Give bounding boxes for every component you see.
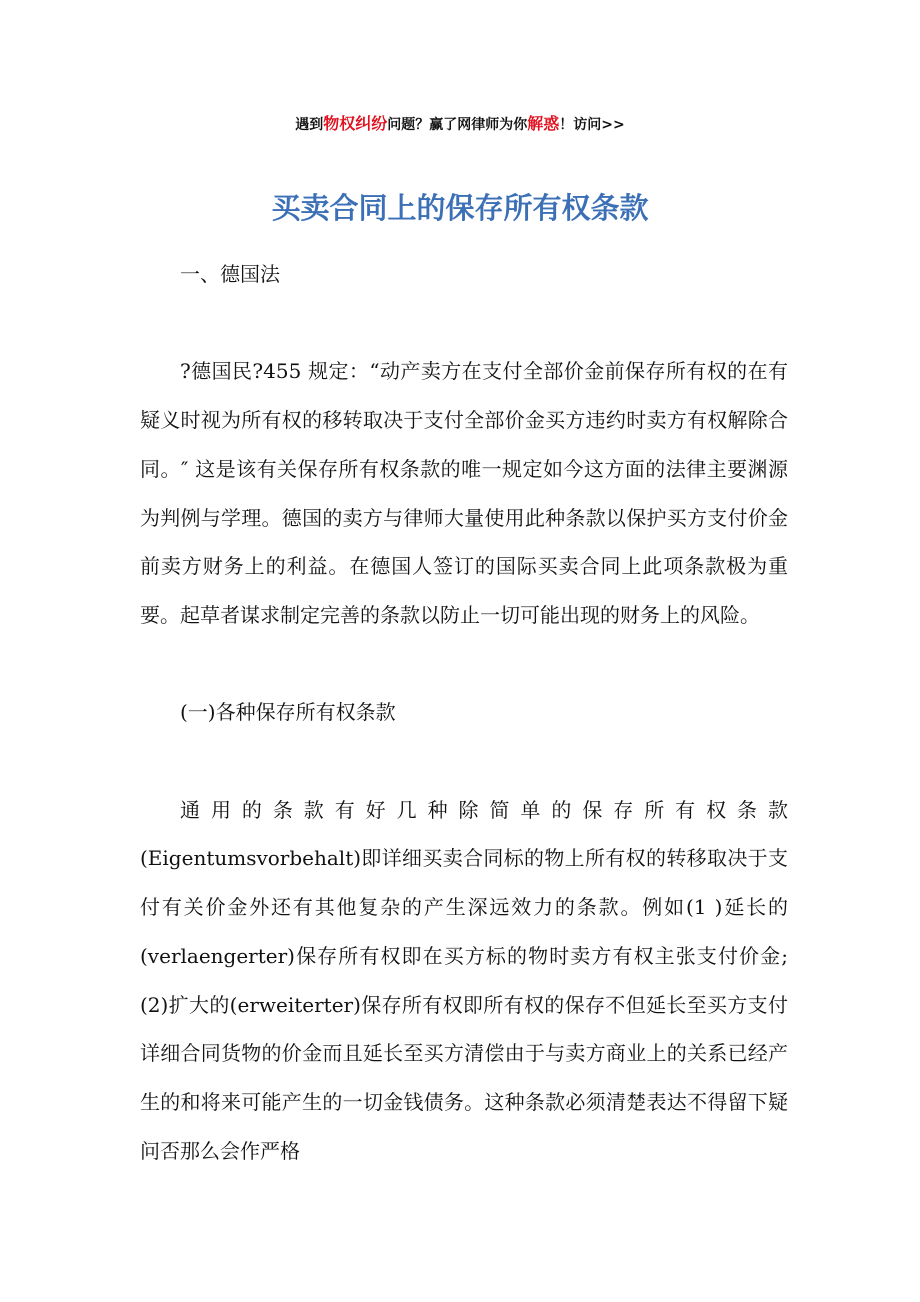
paragraph-1: ?德国民?455 规定：“动产卖方在支付全部价金前保存所有权的在有疑义时视为所有权的移转取决于支付全部价金买方违约时卖方有权解除合同。″ 这是该有关保存所有权条款的唯一规定如今这方面的法律主要渊源为判例与学理。德国的卖方与律师大量使用此种条款以保护买方支付价金前卖方财务上的利益。在德国人签订的国际买卖合同上此项条款极为重要。起草者谋求制定完善的条款以防止一切可能出现的财务上的风险。 xyxy=(140,359,788,627)
banner-middle: 问题？赢了网律师为你 xyxy=(387,117,528,133)
banner-highlight-answer[interactable]: 解惑 xyxy=(527,114,560,133)
banner-visit-link[interactable]: 访问>> xyxy=(573,117,625,133)
promo-banner xyxy=(0,112,920,137)
document-body xyxy=(140,250,788,1175)
banner-prefix: 遇到 xyxy=(295,117,324,133)
blank-line xyxy=(140,640,788,689)
banner-highlight-dispute[interactable]: 物权纠纷 xyxy=(323,114,388,133)
blank-line xyxy=(140,299,788,348)
document-title: 买卖合同上的保存所有权条款 xyxy=(271,191,649,225)
section-heading-german-law: 一、德国法 xyxy=(180,262,280,286)
banner-suffix: ！ xyxy=(559,117,574,133)
paragraph-2: 通用的条款有好几种除简单的保存所有权条款(Eigentumsvorbehalt)即详细买卖合同标的物上所有权的转移取决于支付有关价金外还有其他复杂的产生深远效力的条款。例如(1 )延长的(verlaengerter)保存所有权即在买方标的物时卖方有权主张支付价金;(2)扩大的(erweiterter)保存所有权即所有权的保存不但延长至买方支付详细合同货物的价金而且延长至买方清偿由于与卖方商业上的关系已经产生的和将来可能产生的一切金钱债务。这种条款必须清楚表达不得留下疑问否那么会作严格 xyxy=(140,797,788,1163)
subsection-heading-clauses: (一)各种保存所有权条款 xyxy=(180,700,396,725)
blank-line xyxy=(140,737,788,786)
